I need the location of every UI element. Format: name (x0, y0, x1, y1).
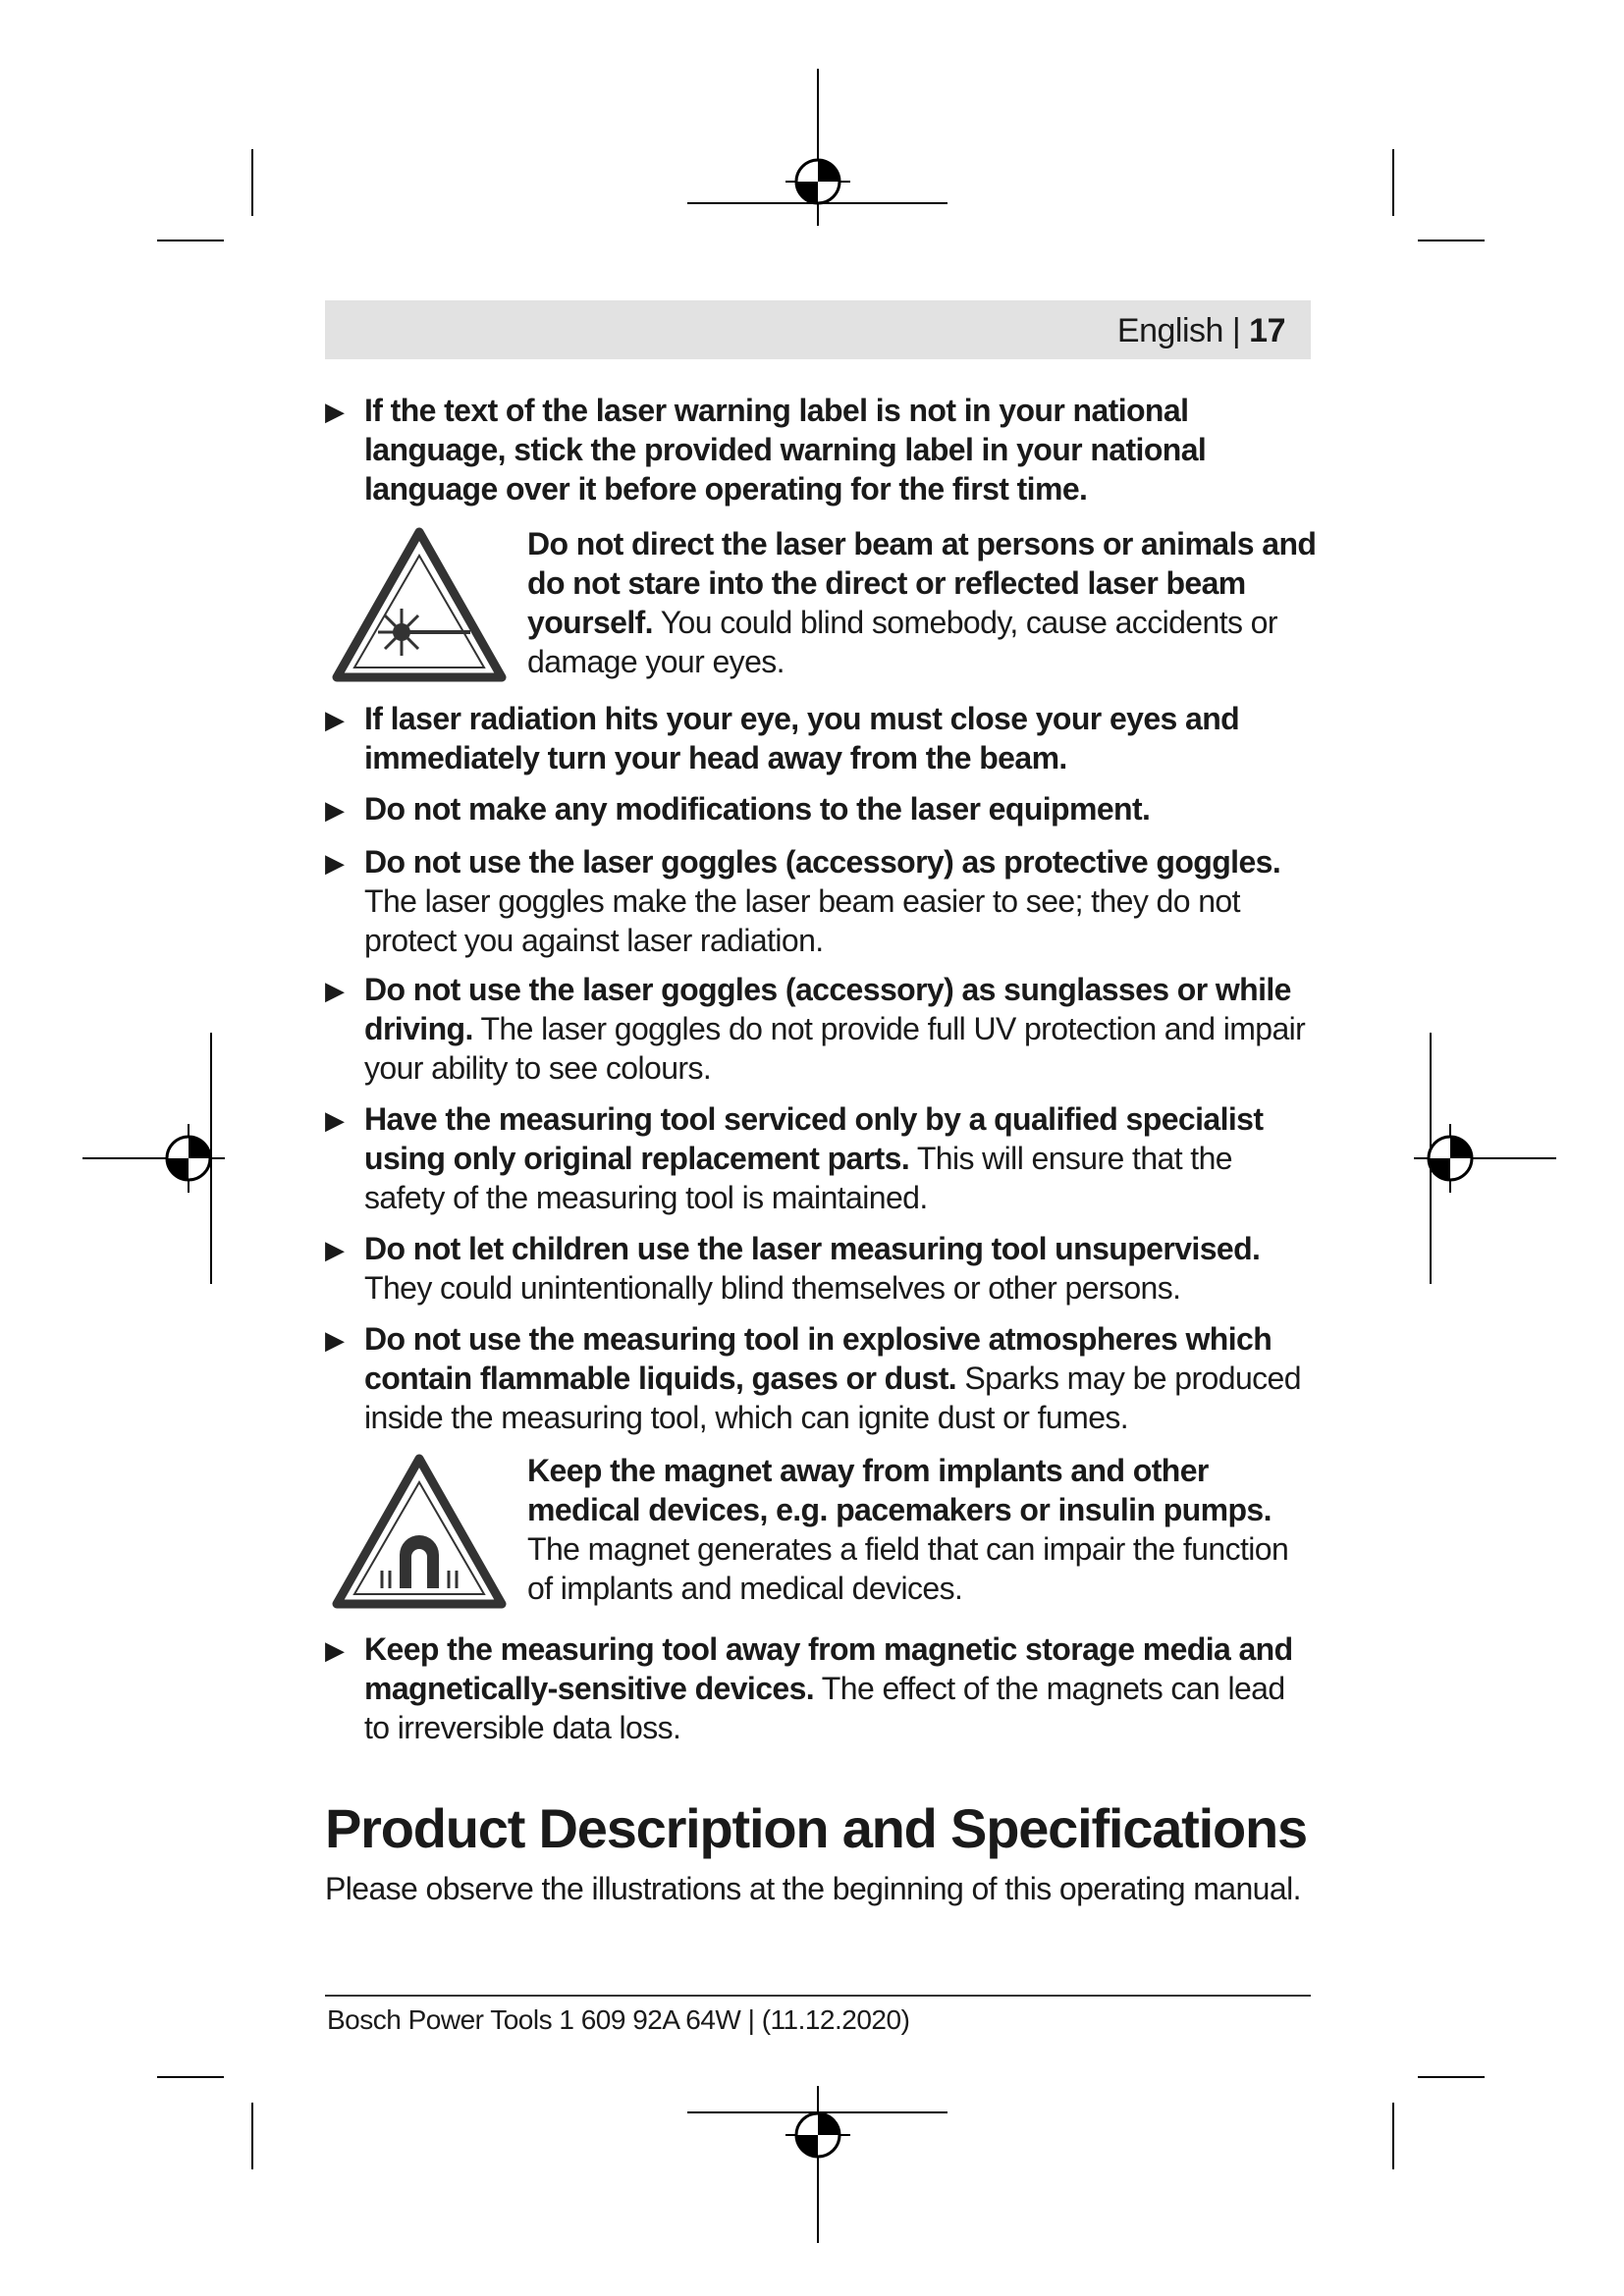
item-text: The effect of the magnets can lead to irreversible data loss. (364, 1671, 1285, 1745)
safety-item (325, 789, 1317, 828)
bullet-icon: ▶ (325, 705, 345, 734)
laser-warning-icon (331, 526, 508, 683)
registration-mark-right (1414, 1114, 1556, 1202)
warning-block (325, 1451, 1317, 1608)
item-bold-text: Keep the measuring tool away from magnetic storage media and magnetically-sensitive devices. (364, 1631, 1293, 1706)
footer-rule (325, 1995, 1311, 1997)
bullet-icon: ▶ (325, 1325, 345, 1355)
warning-text: You could blind somebody, cause accidents or damage your eyes. (527, 605, 1277, 679)
safety-item (325, 842, 1317, 960)
section-title: Product Description and Specifications (325, 1797, 1307, 1859)
item-bold-text: Do not let children use the laser measuring tool unsupervised. (364, 1231, 1261, 1266)
item-bold-text: If the text of the laser warning label is not in your national language, stick the provided warning label in your national language over it before operating for the first time. (364, 393, 1207, 507)
item-bold-text: If laser radiation hits your eye, you must close your eyes and immediately turn your head away from the beam. (364, 701, 1240, 775)
item-text: The laser goggles make the laser beam easier to see; they do not protect you against laser radiation. (364, 883, 1240, 958)
bullet-icon: ▶ (325, 1635, 345, 1665)
safety-item (325, 1099, 1317, 1217)
item-bold-text: Have the measuring tool serviced only by a qualified specialist using only original replacement parts. (364, 1101, 1264, 1176)
item-text: Sparks may be produced inside the measuring tool, which can ignite dust or fumes. (364, 1361, 1301, 1435)
bullet-icon: ▶ (325, 848, 345, 878)
registration-mark-bottom (687, 2086, 952, 2243)
safety-item (325, 1629, 1317, 1747)
item-bold-text: Do not use the laser goggles (accessory) as protective goggles. (364, 844, 1281, 880)
header-separator: | (1231, 312, 1241, 349)
registration-mark-top (687, 69, 952, 226)
bullet-icon: ▶ (325, 397, 345, 426)
item-bold-text: Do not use the measuring tool in explosive atmospheres which contain flammable liquids, gases or dust. (364, 1321, 1272, 1396)
safety-item (325, 970, 1317, 1088)
warning-bold-text: Keep the magnet away from implants and other medical devices, e.g. pacemakers or insulin pumps. (527, 1453, 1272, 1527)
bullet-icon: ▶ (325, 1105, 345, 1135)
safety-item (325, 1229, 1317, 1308)
safety-item (325, 699, 1317, 777)
page-number: 17 (1249, 312, 1285, 349)
item-text: They could unintentionally blind themselves or other persons. (364, 1270, 1181, 1306)
bullet-icon: ▶ (325, 795, 345, 825)
registration-mark-left (82, 1114, 225, 1202)
page-header (325, 300, 1311, 359)
warning-bold-text: Do not direct the laser beam at persons or animals and do not stare into the direct or reflected laser beam yourself. (527, 526, 1317, 640)
item-text: This will ensure that the safety of the measuring tool is maintained. (364, 1141, 1232, 1215)
safety-item (325, 1319, 1317, 1437)
header-text (1117, 312, 1285, 350)
warning-block (325, 524, 1317, 681)
section-intro: Please observe the illustrations at the beginning of this operating manual. (325, 1871, 1301, 1906)
item-bold-text: Do not use the laser goggles (accessory) as sunglasses or while driving. (364, 972, 1291, 1046)
footer-text: Bosch Power Tools 1 609 92A 64W | (11.12.2020) (327, 2004, 910, 2035)
item-text: The laser goggles do not provide full UV protection and impair your ability to see colours. (364, 1011, 1306, 1086)
safety-item (325, 391, 1317, 508)
header-language: English (1116, 312, 1223, 349)
item-bold-text: Do not make any modifications to the laser equipment. (364, 791, 1151, 827)
warning-text: The magnet generates a field that can impair the function of implants and medical devices. (527, 1531, 1289, 1606)
bullet-icon: ▶ (325, 976, 345, 1005)
bullet-icon: ▶ (325, 1235, 345, 1264)
magnet-warning-icon (331, 1453, 508, 1610)
